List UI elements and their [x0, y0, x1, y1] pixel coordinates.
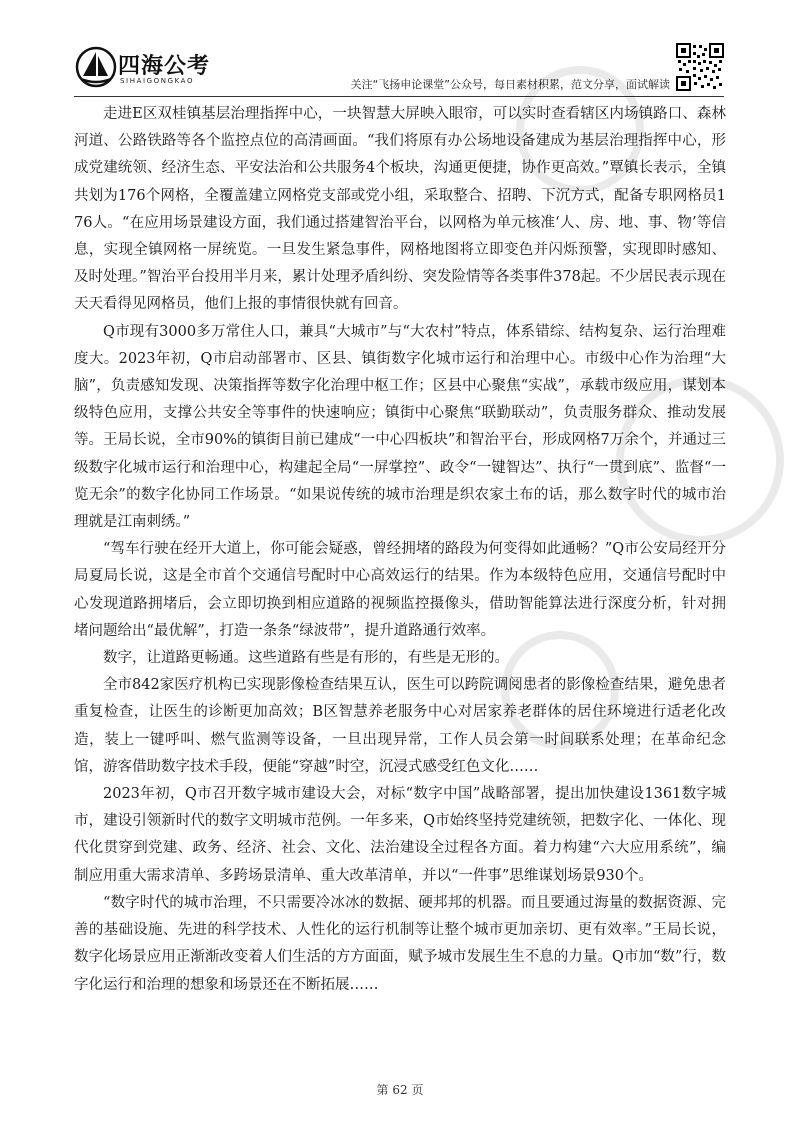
paragraph: 数字，让道路更畅通。这些道路有些是有形的，有些是无形的。: [103, 650, 509, 667]
paragraph: Q市现有3000多万常住人口，兼具“大城市”与“大农村”特点，体系错综、结构复杂、运行治理难度大。2023年初，Q市启动部署市、区县、镇街数字化城市运行和治理中心。市级中心作为治理“大脑”，负责感知发现、决策指挥等数字化治理中枢工作；区县中心聚焦“实战”，承载市级应用，谋划本级特色应用，支撑公共安全等事件的快速响应；镇街中心聚焦“联勤联动”，负责服务群众、推动发展等。王局长说，全市90%的镇街目前已建成“一中心四板块”和智治平台，形成网格7万余个，并通过三级数字化城市运行和治理中心，构建起全局“一屏掌控”、政令“一键智达”、执行“一贯到底”、监督“一览无余”的数字化协同工作场景。“如果说传统的城市治理是织农家土布的话，那么数字时代的城市治理就是江南刺绣。”: [74, 323, 726, 531]
page-header: [0, 0, 800, 100]
sailboat-logo-icon: [74, 45, 118, 89]
header-divider: [74, 96, 724, 97]
qr-code-icon: [676, 43, 724, 91]
paragraph: “数字时代的城市治理，不只需要冷冰冰的数据、硬邦邦的机器。而且要通过海量的数据资源、完善的基础设施、先进的科学技术、人性化的运行机制等让整个城市更加亲切、更有效率。”王局长说，数字化场景应用正渐渐改变着人们生活的方方面面，赋予城市发展生生不息的力量。Q市加“数”行，数字化运行和治理的想象和场景还在不断拓展……: [74, 894, 726, 993]
paragraph: “驾车行驶在经开大道上，你可能会疑惑，曾经拥堵的路段为何变得如此通畅？”Q市公安局经开分局夏局长说，这是全市首个交通信号配时中心高效运行的结果。作为本级特色应用，交通信号配时中心发现道路拥堵后，会立即切换到相应道路的视频监控摄像头，借助智能算法进行深度分析，针对拥堵问题给出“最优解”，打造一条条“绿波带”，提升道路通行效率。: [74, 541, 726, 639]
paragraph: 2023年初，Q市召开数字城市建设大会，对标“数字中国”战略部署，提出加快建设1361数字城市，建设引领新时代的数字文明城市范例。一年多来，Q市始终坚持党建统领，把数字化、一体化、现代化贯穿到党建、政务、经济、社会、文化、法治建设全过程各方面。着力构建“六大应用系统”，编制应用重大需求清单、多跨场景清单、重大改革清单，并以“一件事”思维谋划场景930个。: [74, 786, 726, 884]
logo-subtitle: SIHAIGONGKAO: [120, 77, 195, 85]
paragraph: 走进E区双桂镇基层治理指挥中心，一块智慧大屏映入眼帘，可以实时查看辖区内场镇路口、森林河道、公路铁路等各个监控点位的高清画面。“我们将原有办公场地设备建成为基层治理指挥中心，形成党建统领、经济生态、平安法治和公共服务4个板块，沟通更便捷，协作更高效。”覃镇长表示，全镇共划为176个网格，全覆盖建立网格党支部或党小组，采取整合、招聘、下沉方式，配备专职网格员176人。“在应用场景建设方面，我们通过搭建智治平台，以网格为单元核准‘人、房、地、事、物’等信息，实现全镇网格一屏统览。一旦发生紧急事件，网格地图将立即变色并闪烁预警，实现即时感知、及时处理。”智治平台投用半月来，累计处理矛盾纠纷、突发险情等各类事件378起。不少居民表示现在天天看得见网格员，他们上报的事情很快就有回音。: [74, 106, 726, 313]
article-body: [74, 101, 726, 999]
logo-title: 四海公考: [118, 54, 211, 79]
brand-logo: [74, 45, 214, 93]
paragraph: 全市842家医疗机构已实现影像检查结果互认，医生可以跨院调阅患者的影像检查结果，避免患者重复检查，让医生的诊断更加高效；B区智慧养老服务中心对居家养老群体的居住环境进行适老化改造，装上一键呼叫、燃气监测等设备，一旦出现异常，工作人员会第一时间联系处理；在革命纪念馆，游客借助数字技术手段，便能“穿越”时空，沉浸式感受红色文化……: [74, 677, 726, 775]
header-slogan: 关注“飞扬申论课堂”公众号，每日素材积累，范文分享，面试解读: [350, 78, 670, 91]
page-number: 第 62 页: [376, 1083, 424, 1097]
